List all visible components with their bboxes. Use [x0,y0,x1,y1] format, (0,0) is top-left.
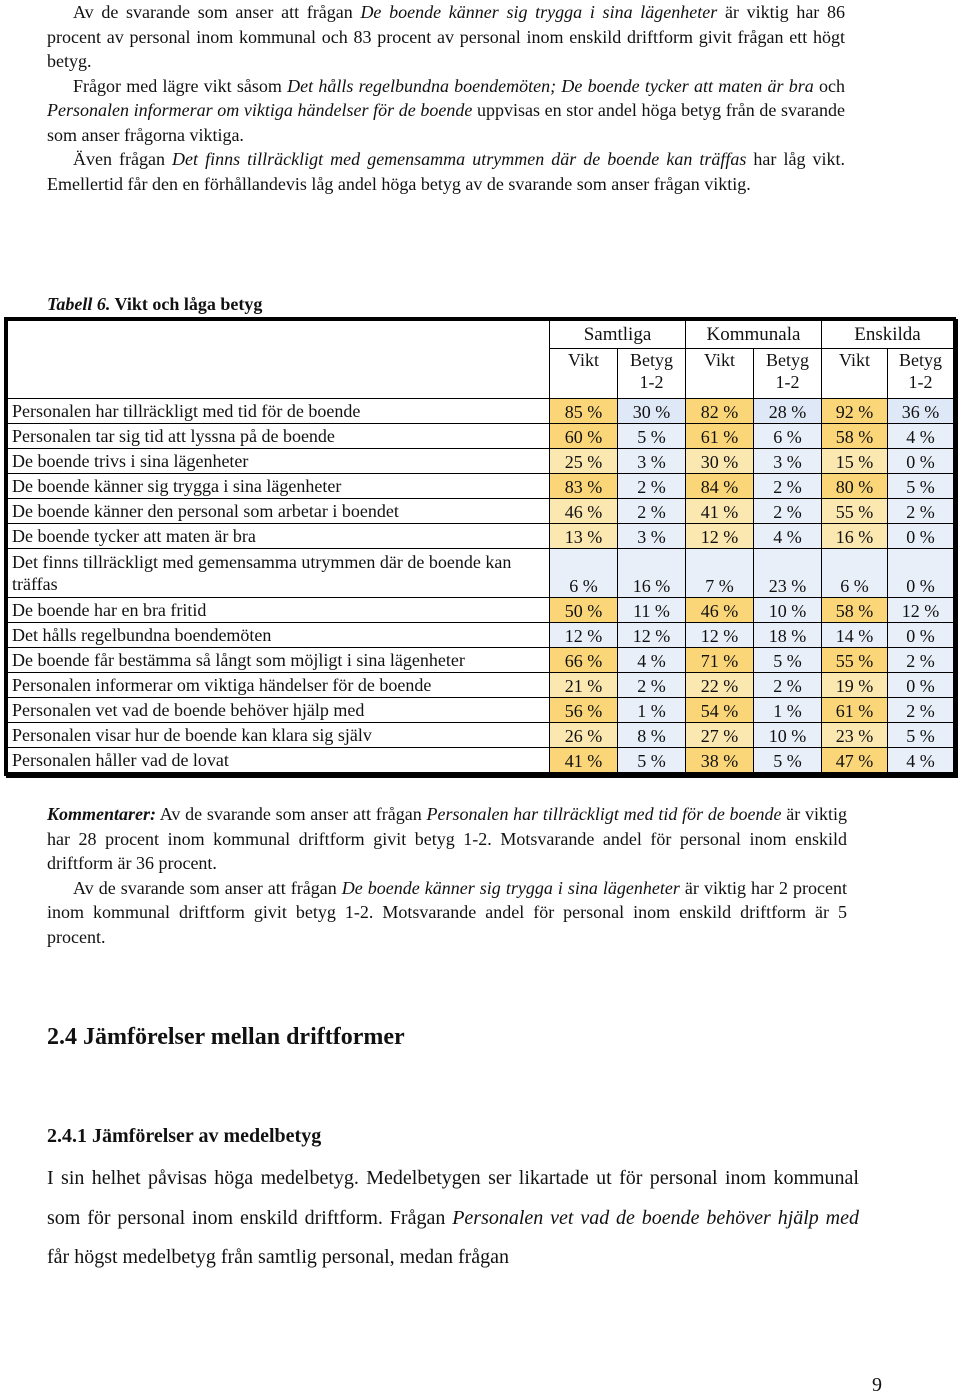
cell-value: 1 % [618,698,686,723]
cell-value: 6 % [550,549,618,598]
cell-value: 10 % [754,598,822,623]
intro-text [47,0,845,196]
group-header-enskilda: Enskilda [822,321,954,349]
row-question: Personalen informerar om viktiga händelser för de boende [8,673,550,698]
cell-value: 4 % [754,524,822,549]
cell-value: 5 % [618,748,686,773]
cell-value: 0 % [888,524,954,549]
cell-value: 0 % [888,449,954,474]
row-question: De boende känner den personal som arbetar i boendet [8,499,550,524]
subheader-vikt: Vikt [550,349,618,399]
data-table-frame [4,317,956,776]
cell-value: 0 % [888,549,954,598]
table-row [8,499,954,524]
cell-value: 2 % [618,474,686,499]
cell-value: 19 % [822,673,888,698]
cell-value: 50 % [550,598,618,623]
cell-value: 2 % [754,474,822,499]
table-row [8,399,954,424]
table-row [8,698,954,723]
row-question: Personalen har tillräckligt med tid för de boende [8,399,550,424]
cell-value: 38 % [686,748,754,773]
cell-value: 41 % [686,499,754,524]
cell-value: 12 % [550,623,618,648]
cell-value: 58 % [822,424,888,449]
subheader-betyg: Betyg 1-2 [888,349,954,399]
subheader-betyg: Betyg 1-2 [618,349,686,399]
row-question: De boende har en bra fritid [8,598,550,623]
subsection-heading: 2.4.1 Jämförelser av medelbetyg [47,1125,322,1147]
cell-value: 0 % [888,623,954,648]
cell-value: 15 % [822,449,888,474]
section-heading: 2.4 Jämförelser mellan driftformer [47,1024,405,1050]
comments-paragraph-1: Kommentarer: Av de svarande som anser att frågan Personalen har tillräckligt med tid för de boende är viktig har 28 procent inom kommunal driftform givit betyg 1-2. Motsvarande andel för personal inom enskild driftform är 36 procent. [47,804,847,873]
cell-value: 46 % [686,598,754,623]
cell-value: 2 % [888,698,954,723]
group-header-kommunala: Kommunala [686,321,822,349]
cell-value: 6 % [822,549,888,598]
cell-value: 41 % [550,748,618,773]
table-row [8,474,954,499]
cell-value: 66 % [550,648,618,673]
cell-value: 26 % [550,723,618,748]
cell-value: 18 % [754,623,822,648]
cell-value: 8 % [618,723,686,748]
cell-value: 4 % [618,648,686,673]
cell-value: 30 % [686,449,754,474]
cell-value: 10 % [754,723,822,748]
cell-value: 14 % [822,623,888,648]
cell-value: 3 % [618,449,686,474]
subheader-vikt: Vikt [822,349,888,399]
table-row [8,524,954,549]
cell-value: 11 % [618,598,686,623]
cell-value: 84 % [686,474,754,499]
cell-value: 82 % [686,399,754,424]
intro-paragraph-1: Av de svarande som anser att frågan De boende känner sig trygga i sina lägenheter är viktig har 86 procent av personal inom kommunal och 83 procent av personal inom enskild driftform givit frågan ett högt betyg. [47,2,846,71]
cell-value: 5 % [754,648,822,673]
cell-value: 2 % [618,499,686,524]
table-row [8,549,954,598]
subheader-vikt: Vikt [686,349,754,399]
cell-value: 5 % [618,424,686,449]
cell-value: 36 % [888,399,954,424]
cell-value: 80 % [822,474,888,499]
cell-value: 12 % [686,623,754,648]
cell-value: 55 % [822,499,888,524]
table-row [8,648,954,673]
table-row [8,673,954,698]
table-row [8,424,954,449]
cell-value: 55 % [822,648,888,673]
cell-value: 2 % [618,673,686,698]
cell-value: 12 % [686,524,754,549]
cell-value: 3 % [754,449,822,474]
table-row [8,723,954,748]
final-paragraph: I sin helhet påvisas höga medelbetyg. Medelbetygen ser likartade ut för personal inom kommunal som för personal inom enskild driftform. Frågan Personalen vet vad de boende behöver hjälp med får högst medelbetyg från samtlig personal, medan frågan [47,1167,859,1268]
cell-value: 2 % [754,499,822,524]
cell-value: 61 % [686,424,754,449]
cell-value: 16 % [618,549,686,598]
table-row [8,449,954,474]
cell-value: 85 % [550,399,618,424]
subheader-betyg: Betyg 1-2 [754,349,822,399]
cell-value: 54 % [686,698,754,723]
table-row [8,748,954,773]
comments-paragraph-2: Av de svarande som anser att frågan De boende känner sig trygga i sina lägenheter är viktig har 2 procent inom kommunal driftform givit betyg 1-2. Motsvarande andel för personal inom enskild driftform är 5 procent. [47,877,847,947]
intro-paragraph-3: Även frågan Det finns tillräckligt med gemensamma utrymmen där de boende kan träffas har låg vikt. Emellertid får den en förhållandevis låg andel höga betyg av de svarande som anser frågan viktig. [47,149,845,194]
cell-value: 58 % [822,598,888,623]
comments-label: Kommentarer: [47,804,157,824]
table-corner [8,321,550,399]
cell-value: 6 % [754,424,822,449]
cell-value: 22 % [686,673,754,698]
cell-value: 3 % [618,524,686,549]
row-question: Det hålls regelbundna boendemöten [8,623,550,648]
cell-value: 7 % [686,549,754,598]
table-row [8,623,954,648]
table-caption: Tabell 6. Vikt och låga betyg [47,294,263,314]
cell-value: 5 % [888,723,954,748]
cell-value: 92 % [822,399,888,424]
row-question: De boende tycker att maten är bra [8,524,550,549]
table-row [8,598,954,623]
cell-value: 0 % [888,673,954,698]
group-header-samtliga: Samtliga [550,321,686,349]
cell-value: 61 % [822,698,888,723]
cell-value: 2 % [888,499,954,524]
cell-value: 28 % [754,399,822,424]
row-question: Personalen håller vad de lovat [8,748,550,773]
row-question: De boende får bestämma så långt som möjligt i sina lägenheter [8,648,550,673]
cell-value: 12 % [888,598,954,623]
cell-value: 4 % [888,424,954,449]
intro-paragraph-2: Frågor med lägre vikt såsom Det hålls regelbundna boendemöten; De boende tycker att maten är bra och Personalen informerar om viktiga händelser för de boende uppvisas en stor andel höga betyg från de svarande som anser frågorna viktiga. [47,75,845,145]
row-question: De boende trivs i sina lägenheter [8,449,550,474]
row-question: De boende känner sig trygga i sina lägenheter [8,474,550,499]
cell-value: 13 % [550,524,618,549]
row-question: Personalen visar hur de boende kan klara sig själv [8,723,550,748]
comments-block [47,802,847,949]
cell-value: 21 % [550,673,618,698]
cell-value: 16 % [822,524,888,549]
cell-value: 5 % [888,474,954,499]
vikt-betyg-table [7,320,954,773]
cell-value: 2 % [754,673,822,698]
cell-value: 71 % [686,648,754,673]
cell-value: 2 % [888,648,954,673]
row-question: Det finns tillräckligt med gemensamma utrymmen där de boende kan träffas [8,549,550,598]
cell-value: 46 % [550,499,618,524]
cell-value: 12 % [618,623,686,648]
cell-value: 47 % [822,748,888,773]
cell-value: 27 % [686,723,754,748]
cell-value: 5 % [754,748,822,773]
cell-value: 56 % [550,698,618,723]
cell-value: 23 % [754,549,822,598]
cell-value: 1 % [754,698,822,723]
row-question: Personalen tar sig tid att lyssna på de boende [8,424,550,449]
cell-value: 23 % [822,723,888,748]
cell-value: 4 % [888,748,954,773]
cell-value: 83 % [550,474,618,499]
cell-value: 60 % [550,424,618,449]
row-question: Personalen vet vad de boende behöver hjälp med [8,698,550,723]
page-number: 9 [872,1374,882,1396]
cell-value: 30 % [618,399,686,424]
cell-value: 25 % [550,449,618,474]
